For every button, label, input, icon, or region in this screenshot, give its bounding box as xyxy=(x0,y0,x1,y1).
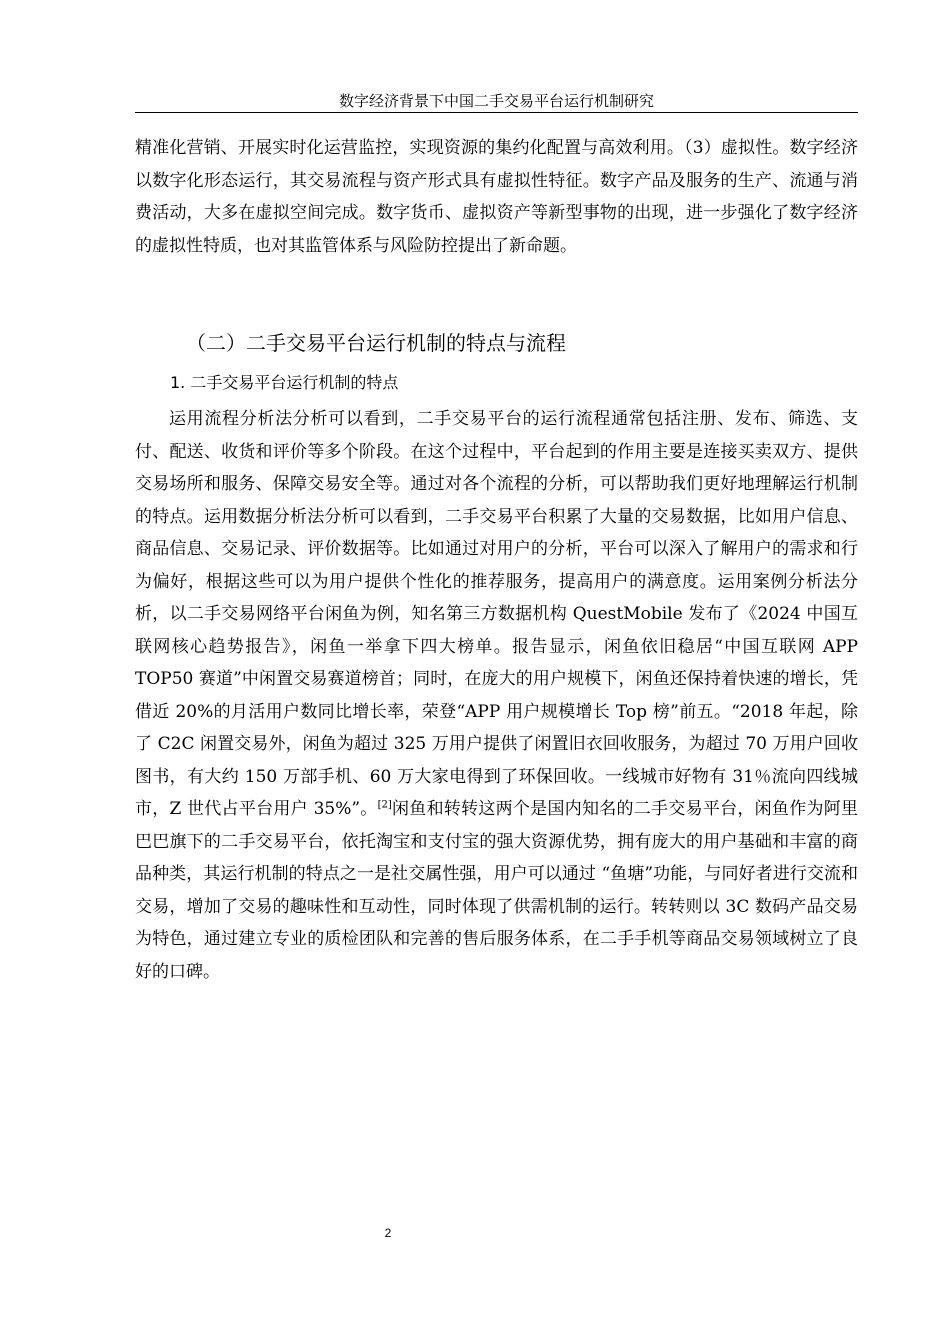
header-divider xyxy=(135,112,858,113)
page-header: 数字经济背景下中国二手交易平台运行机制研究 xyxy=(338,92,654,110)
subsection-heading: 1. 二手交易平台运行机制的特点 xyxy=(170,373,399,392)
citation-marker[interactable]: [2] xyxy=(377,799,392,811)
paragraph-2-text-part-2: 闲鱼和转转这两个是国内知名的二手交易平台，闲鱼作为阿里巴巴旗下的二手交易平台，依托淘宝和支付宝的强大资源优势，拥有庞大的用户基础和丰富的商品种类，其运行机制的特点之一是社交属性强，用户可以通过 “鱼塘”功能，与同好者进行交流和交易，增加了交易的趣味性和互动性，同时体现了供需机制的运行。转转则以 3C 数码产品交易为特色，通过建立专业的质检团队和完善的售后服务体系，在二手手机等商品交易领域树立了良好的口碑。 xyxy=(135,799,858,982)
body-paragraph-1: 精准化营销、开展实时化运营监控，实现资源的集约化配置与高效利用。（3）虚拟性。数字经济以数字化形态运行，其交易流程与资产形式具有虚拟性特征。数字产品及服务的生产、流通与消费活动，大多在虚拟空间完成。数字货币、虚拟资产等新型事物的出现，进一步强化了数字经济的虚拟性特质，也对其监管体系与风险防控提出了新命题。 xyxy=(135,138,858,256)
body-paragraph-2 xyxy=(135,403,858,988)
section-heading: （二）二手交易平台运行机制的特点与流程 xyxy=(186,331,566,355)
paragraph-2-text-part-1: 运用流程分析法分析可以看到，二手交易平台的运行流程通常包括注册、发布、筛选、支付、配送、收货和评价等多个阶段。在这个过程中，平台起到的作用主要是连接买卖双方、提供交易场所和服务、保障交易安全等。通过对各个流程的分析，可以帮助我们更好地理解运行机制的特点。运用数据分析法分析可以看到，二手交易平台积累了大量的交易数据，比如用户信息、商品信息、交易记录、评价数据等。比如通过对用户的分析，平台可以深入了解用户的需求和行为偏好，根据这些可以为用户提供个性化的推荐服务，提高用户的满意度。运用案例分析法分析，以二手交易网络平台闲鱼为例，知名第三方数据机构 QuestMobile 发布了《2024 中国互联网核心趋势报告》，闲鱼一举拿下四大榜单。报告显示，闲鱼依旧稳居“中国互联网 APP TOP50 赛道”中闲置交易赛道榜首；同时，在庞大的用户规模下，闲鱼还保持着快速的增长，凭借近 20%的月活用户数同比增长率，荣登“APP 用户规模增长 Top 榜”前五。“2018 年起，除了 C2C 闲置交易外，闲鱼为超过 325 万用户提供了闲置旧衣回收服务，为超过 70 万用户回收图书，有大约 150 万部手机、60 万大家电得到了环保回收。一线城市好物有 31％流向四线城市，Z 世代占平台用户 35%”。 xyxy=(135,409,858,819)
page-number: 2 xyxy=(384,1226,392,1240)
